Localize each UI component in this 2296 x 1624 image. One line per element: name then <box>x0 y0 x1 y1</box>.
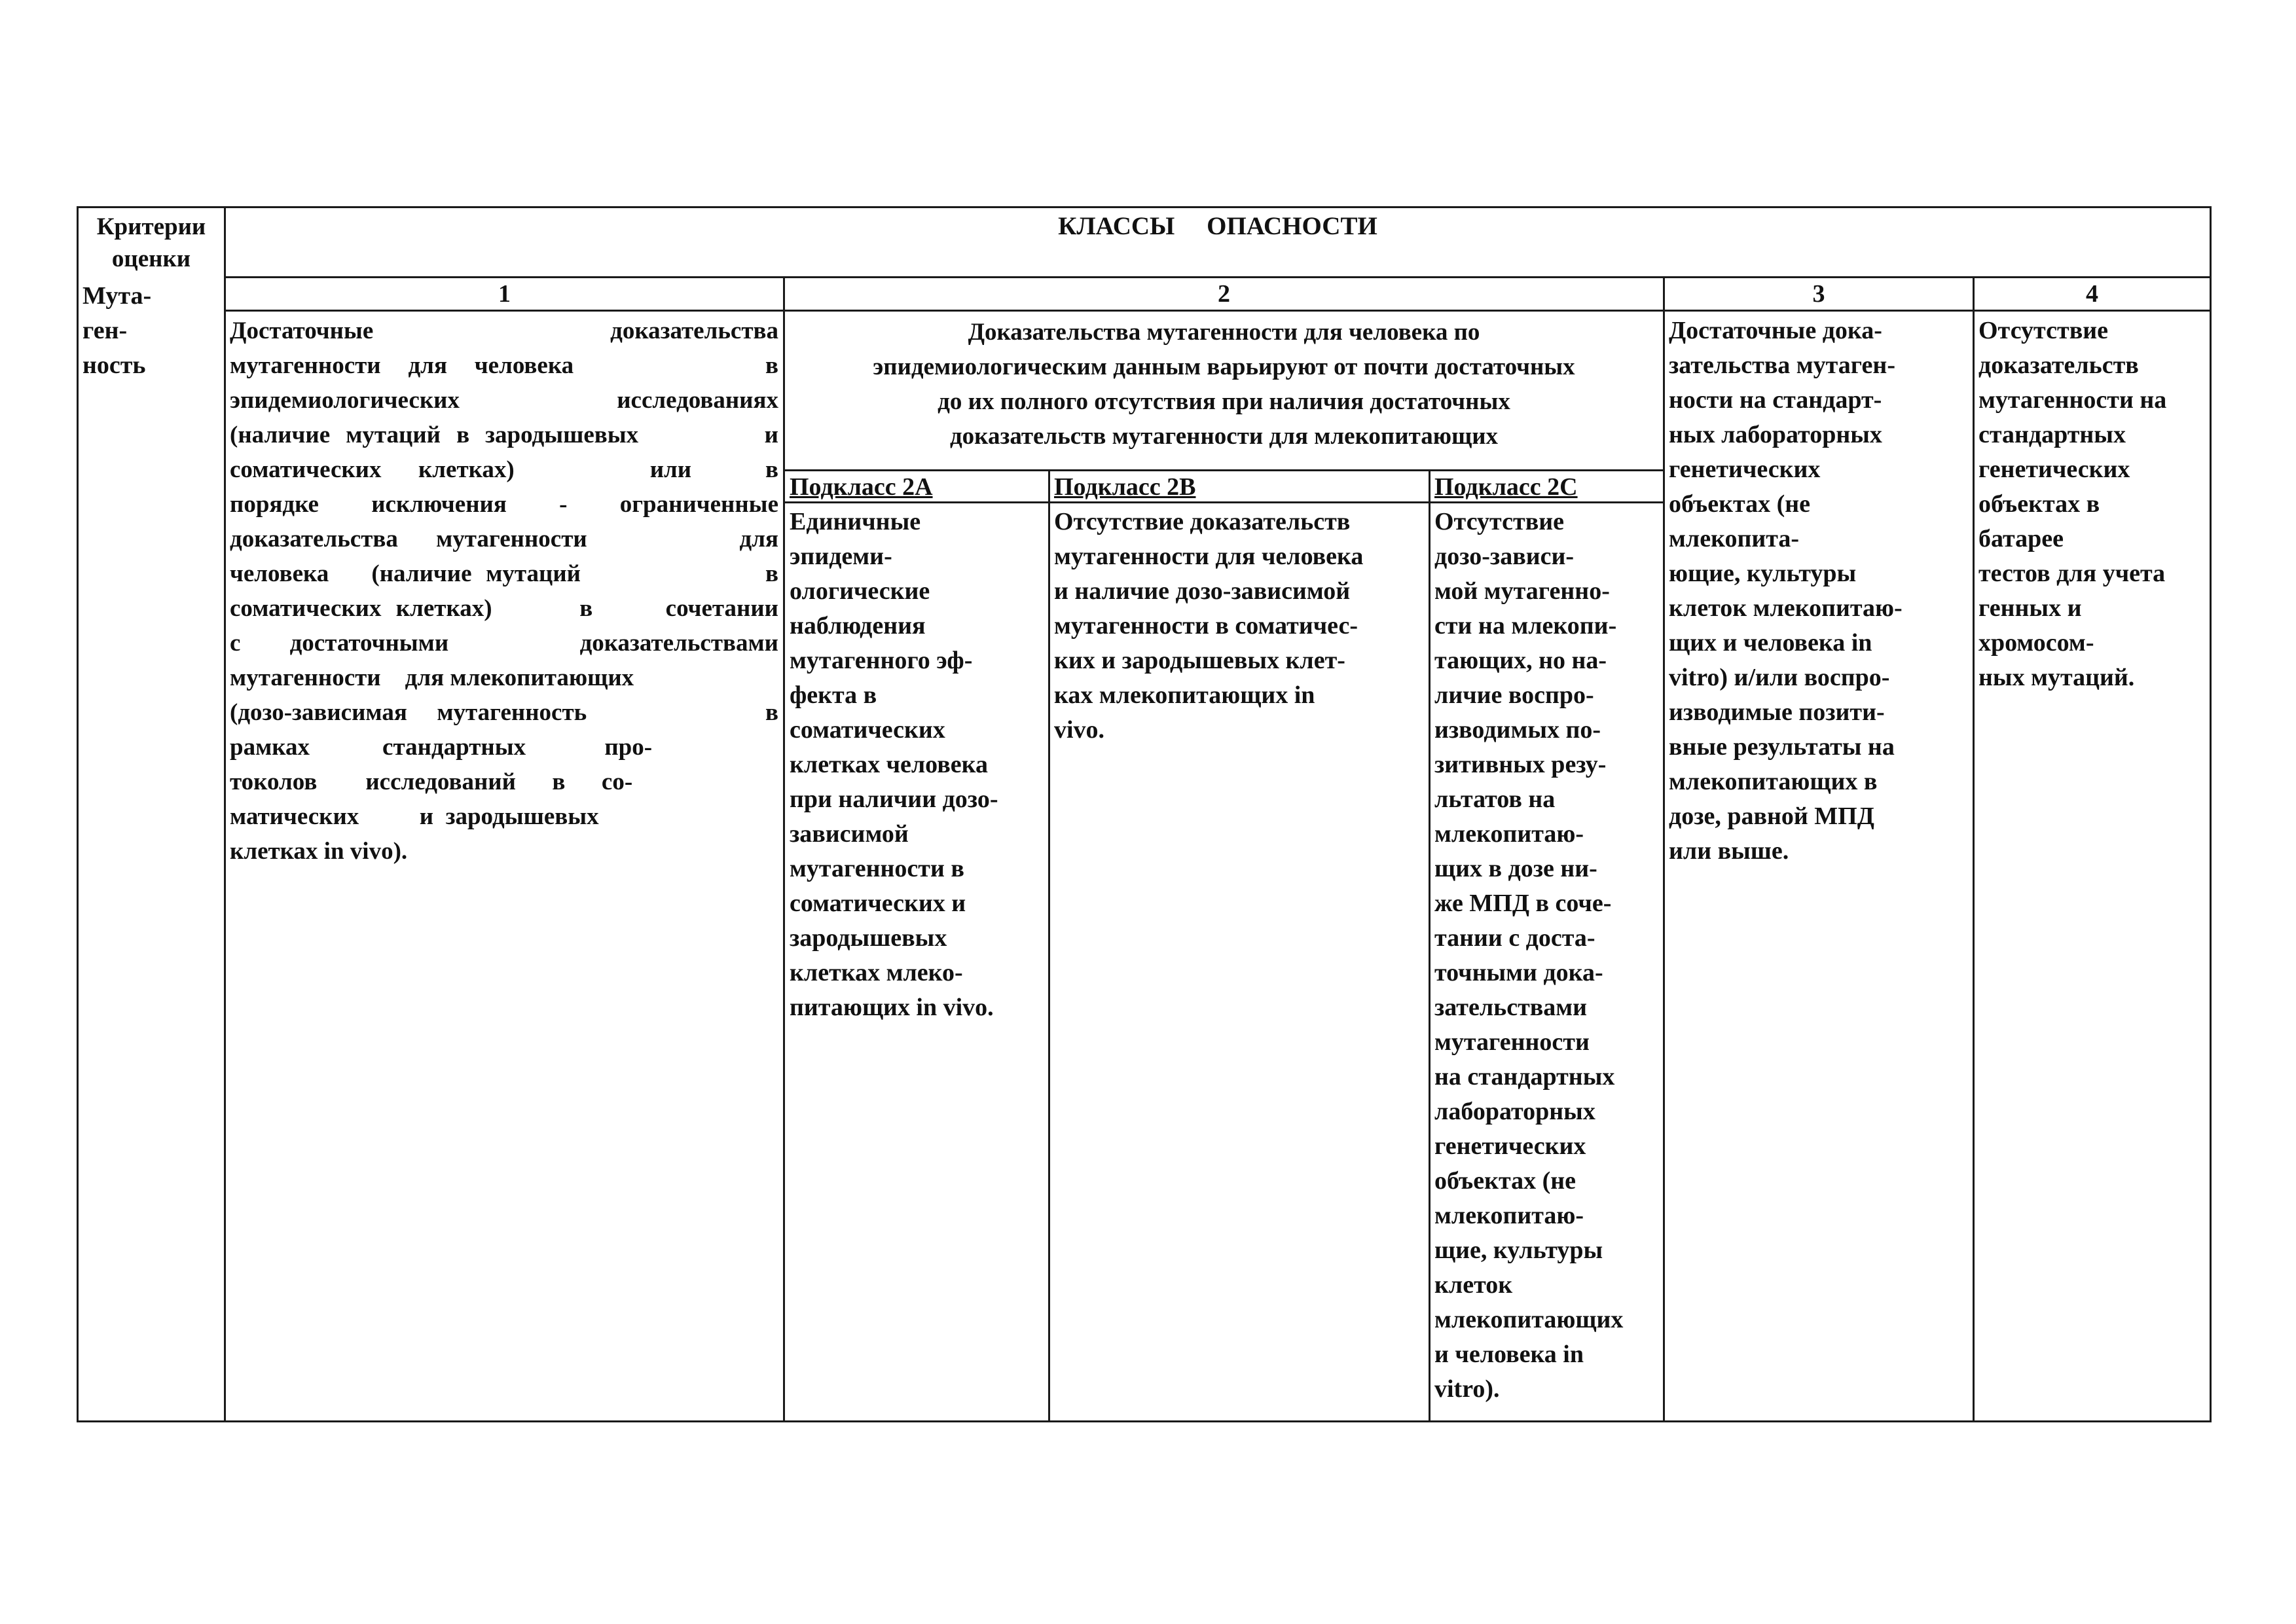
class3-description: Достаточные дока- зательства мутаген- ности на стандарт- ных лабораторных генетических объектах (не млекопита- ющие, культуры клеток млекопитаю- щих и человека in vitro) и/или воспро- изводимые позити- вные результаты на млекопитающих в дозе, равной МПД или выше. <box>1669 317 1903 865</box>
table-border-bottom <box>77 1420 2212 1422</box>
class1-line: мутагенности для человека в <box>230 352 778 379</box>
subclass-2b-label: Подкласс 2В <box>1054 473 1196 501</box>
criteria-column-divider <box>224 206 226 1422</box>
class3-class4-divider <box>1973 276 1975 1422</box>
subclass-2a-text: Единичные эпидеми- ологические наблюдения мутагенного эф- фекта в соматических клетках человека при наличии дозо- зависимой мутагенности в соматических и зародышевых клетках млеко- питающих in vivo. <box>790 508 998 1021</box>
class4-description: Отсутствие доказательств мутагенности на стандартных генетических объектах в батарее тестов для учета генных и хромосом- ных мутаций. <box>1978 317 2167 691</box>
class1-line: порядке исключения - ограниченные <box>230 491 778 518</box>
class1-line: матических и зародышевых <box>230 803 599 830</box>
table-border-right <box>2210 206 2212 1422</box>
class1-line: (дозо-зависимая мутагенность в <box>230 699 778 726</box>
class1-line: соматических клетках) или в <box>230 456 778 483</box>
table-border-left <box>77 206 79 1422</box>
class1-line: (наличие мутаций в зародышевых и <box>230 422 778 448</box>
criteria-header: Критерии оценки <box>96 213 206 272</box>
class1-line: соматических клетках) в сочетании <box>230 595 778 622</box>
classes-header: КЛАССЫ ОПАСНОСТИ <box>1058 212 1377 240</box>
class1-line: мутагенности для млекопитающих <box>230 664 634 691</box>
class1-description <box>230 314 778 869</box>
table-numbers-divider <box>224 310 2212 312</box>
class1-line: Достаточные доказательства <box>230 317 778 344</box>
subclass-2a-label: Подкласс 2А <box>790 473 933 501</box>
table-header-divider <box>224 276 2212 278</box>
subclass-2b-text: Отсутствие доказательств мутагенности для человека и наличие дозо-зависимой мутагенности в соматичес- ких и зародышевых клет- ках млекопитающих in vivo. <box>1054 508 1364 744</box>
row-label-mutagenicity: Мута- ген- ность <box>82 282 152 379</box>
class-number-4: 4 <box>2086 280 2098 308</box>
subclass-2b-2c-divider <box>1429 469 1430 1422</box>
class1-line: человека (наличие мутаций в <box>230 560 778 587</box>
class-number-2: 2 <box>1218 280 1230 308</box>
class1-line: токолов исследований в со- <box>230 768 633 795</box>
class1-line: эпидемиологических исследованиях <box>230 387 778 414</box>
class1-line: клетках in vivo). <box>230 838 408 865</box>
class-number-1: 1 <box>498 280 511 308</box>
class1-line: доказательства мутагенности для <box>230 526 778 552</box>
class1-line: с достаточными доказательствами <box>230 630 778 657</box>
class2-class3-divider <box>1663 276 1665 1422</box>
subclass-2a-2b-divider <box>1048 469 1050 1422</box>
subclass-top-divider <box>783 469 1663 471</box>
class-number-3: 3 <box>1812 280 1825 308</box>
class2-intro: Доказательства мутагенности для человека по эпидемиологическим данным варьируют от почти достаточных до их полного отсутствия при наличия достаточных доказательств мутагенности для млекопитающих <box>873 319 1575 450</box>
class1-line: рамках стандартных про- <box>230 734 653 761</box>
subclass-2c-text: Отсутствие дозо-зависи- мой мутагенно- сти на млекопи- тающих, но на- личие воспро- изводимых по- зитивных резу- льтатов на млекопитаю- щих в дозе ни- же МПД в соче- тании с доста- точными дока- зательствами мутагенности на стандартных лабораторных генетических объектах (не млекопитаю- щие, культуры клеток млекопитающих и человека in vitro). <box>1434 508 1624 1403</box>
subclass-2c-label: Подкласс 2С <box>1434 473 1578 501</box>
